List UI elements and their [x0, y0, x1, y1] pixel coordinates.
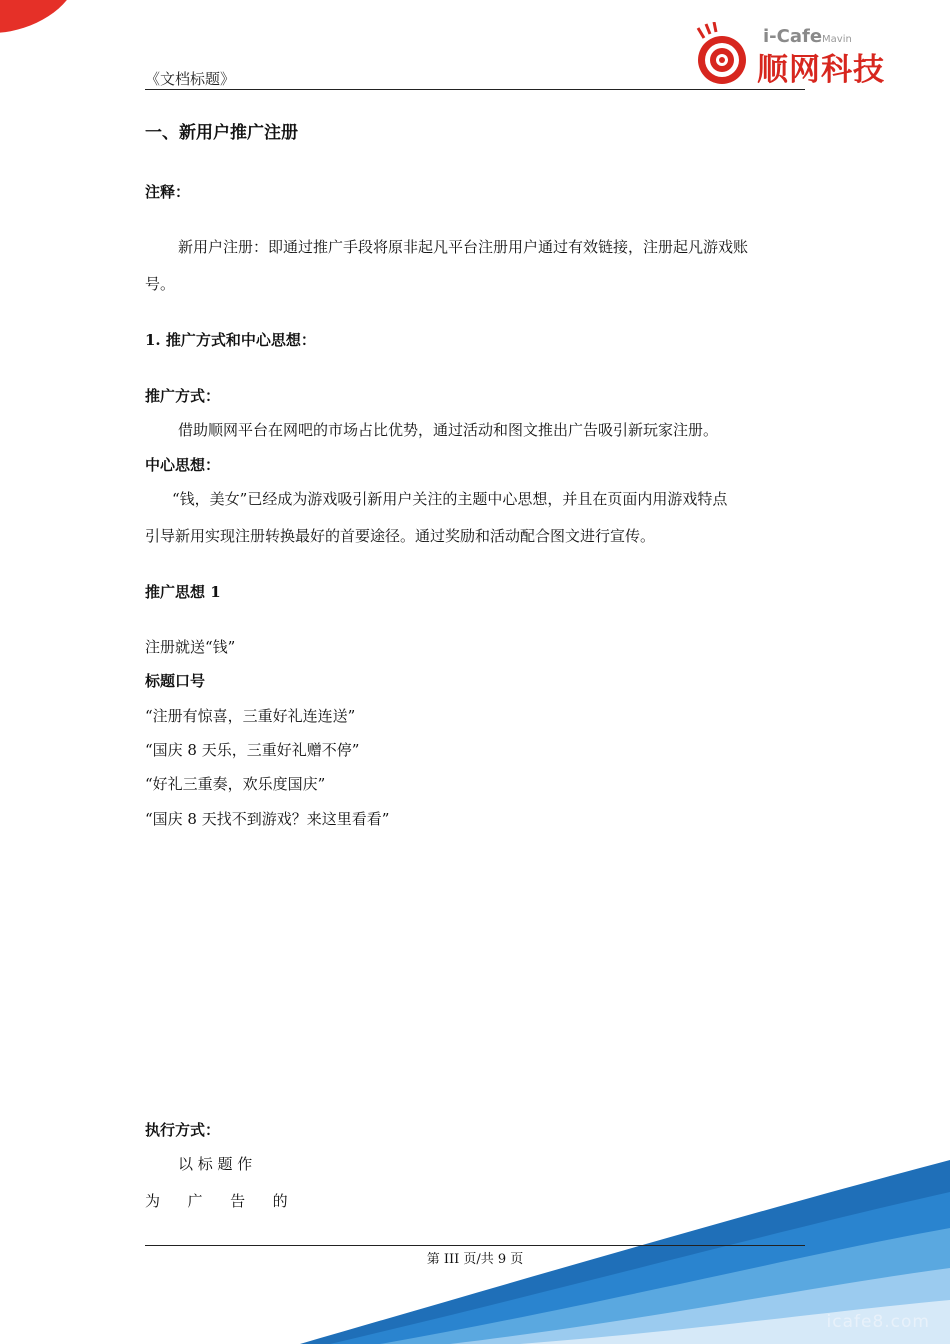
note-text-line-1: 新用户注册：即通过推广手段将原非起凡平台注册用户通过有效链接，注册起凡游戏账: [178, 238, 749, 256]
exec-text-line-2: 为 广 告 的: [145, 1192, 294, 1210]
footer-divider: [145, 1245, 805, 1246]
section-heading: 一、新用户推广注册: [145, 123, 298, 143]
exec-text-line-1: 以 标 题 作: [178, 1155, 253, 1173]
idea-label: 中心思想：: [145, 456, 221, 474]
method-label: 推广方式：: [145, 387, 221, 405]
watermark: icafe8.com: [826, 1312, 930, 1332]
corner-decoration: [0, 0, 90, 49]
method-text: 借助顺网平台在网吧的市场占比优势，通过活动和图文推出广告吸引新玩家注册。: [178, 421, 719, 439]
note-text-line-2: 号。: [145, 275, 176, 293]
idea-text-line-2: 引导新用实现注册转换最好的首要途径。通过奖励和活动配合图文进行宣传。: [145, 527, 656, 545]
slogan-item: “国庆 8 天找不到游戏？来这里看看”: [145, 810, 390, 828]
document-title: 《文档标题》: [145, 70, 236, 88]
logo-brand-name: 顺网科技: [757, 52, 885, 88]
idea-text-line-1: “钱，美女”已经成为游戏吸引新用户关注的主题中心思想，并且在页面内用游戏特点: [172, 490, 728, 508]
idea1-text: 注册就送“钱”: [145, 638, 236, 656]
idea1-title: 推广思想 1: [145, 583, 221, 601]
slogan-item: “好礼三重奏，欢乐度国庆”: [145, 775, 326, 793]
slogan-item: “注册有惊喜，三重好礼连连送”: [145, 707, 356, 725]
subsection-title: 1. 推广方式和中心思想：: [145, 331, 316, 349]
logo-tagline: i-CafeMavin: [763, 26, 852, 47]
footer-wave-decoration: [0, 1130, 950, 1344]
header-divider: [145, 89, 805, 90]
slogan-item: “国庆 8 天乐，三重好礼赠不停”: [145, 741, 360, 759]
note-label: 注释：: [145, 183, 191, 201]
exec-label: 执行方式：: [145, 1121, 221, 1139]
page-number: 第 III 页/共 9 页: [426, 1252, 524, 1267]
spiral-icon: [698, 22, 746, 84]
slogan-label: 标题口号: [145, 672, 206, 690]
